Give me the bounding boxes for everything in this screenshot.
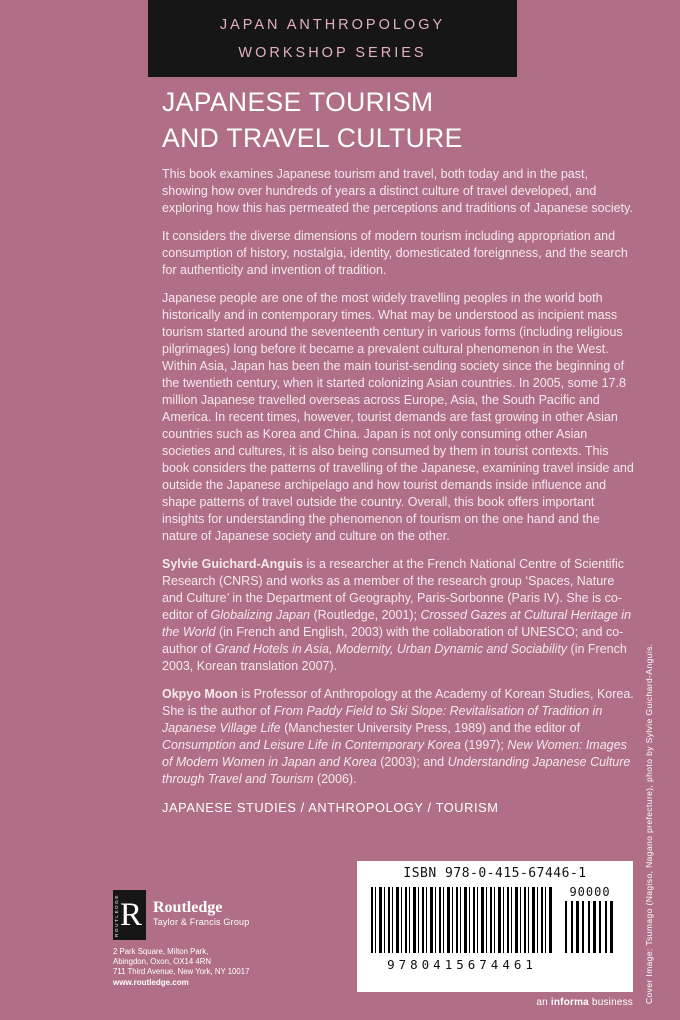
barcode-bars (371, 887, 553, 953)
routledge-logo-mark (113, 890, 146, 940)
isbn-digits: 9780415674461 (387, 957, 537, 972)
series-banner-line-2: WORKSHOP SERIES (238, 44, 427, 61)
isbn-barcode-panel (357, 861, 633, 992)
subject-categories: JAPANESE STUDIES / ANTHROPOLOGY / TOURISM (162, 800, 499, 815)
book-title (162, 84, 463, 156)
author-bio-okpyo-moon: Okpyo Moon is Professor of Anthropology at the Academy of Korean Studies, Korea. She is the author of From Paddy Field to Ski Slope: Revitalisation of Tradition in Japanese Village Life (Manchester University Press, 1989) and the editor of Consumption and Leisure Life in Contemporary Korea (1997); New Women: Images of Modern Women in Japan and Korea (2003); and Understanding Japanese Culture through Travel and Tourism (2006). (162, 687, 634, 786)
publisher-group: Taylor & Francis Group (153, 917, 250, 927)
description-paragraph-2: It considers the diverse dimensions of modern tourism including appropriation and consumption of history, nostalgia, identity, domesticated foreignness, and the search for authenticity and invention of tradition. (162, 229, 628, 277)
publisher-name: Routledge (153, 899, 223, 916)
publisher-block (113, 890, 249, 988)
isbn-label: ISBN 978-0-415-67446-1 (403, 866, 587, 881)
cover-image-credit: Cover Image: Tsumago (Nagiso, Nagano prefecture), photo by Sylvie Guichard-Anguis. (644, 643, 654, 1004)
routledge-logo-letter: R (119, 897, 142, 933)
informa-business-tag: an informa business (536, 997, 633, 1008)
book-title-line-1: JAPANESE TOURISM (162, 87, 434, 117)
author-bio-sylvie-guichard-anguis: Sylvie Guichard-Anguis is a researcher at the French National Centre of Scientific Research (CNRS) and works as a member of the research group ‘Spaces, Nature and Culture’ in the Department of Geography, Paris-Sorbonne (Paris IV). She is co-editor of Globalizing Japan (Routledge, 2001); Crossed Gazes at Cultural Heritage in the World (in French and English, 2003) with the collaboration of UNESCO; and co-author of Grand Hotels in Asia, Modernity, Urban Dynamic and Sociability (in French 2003, Korean translation 2007). (162, 557, 632, 673)
publisher-address-line-1: 2 Park Square, Milton Park, (113, 947, 209, 956)
barcode-addon-bars (565, 901, 615, 953)
publisher-address (113, 947, 249, 988)
publisher-names (153, 890, 249, 940)
publisher-website: www.routledge.com (113, 978, 189, 988)
back-cover-text (162, 166, 634, 816)
description-paragraph-1: This book examines Japanese tourism and travel, both today and in the past, showing how over hundreds of years a distinct culture of travel developed, and exploring how this has permeated the perceptions and traditions of Japanese society. (162, 167, 633, 215)
description-paragraph-3: Japanese people are one of the most widely travelling peoples in the world both historically and in contemporary times. What may be understood as incipient mass tourism started around the seventeenth century in various forms (including religious pilgrimages) long before it became a prevalent cultural phenomenon in the West. Within Asia, Japan has been the main tourist-sending society since the beginning of the twentieth century, when it started colonizing Asian countries. In 2005, some 17.8 million Japanese travelled overseas across Europe, Asia, the South Pacific and America. In recent times, however, tourist demands are fast growing in other Asian countries such as Korea and China. Japan is not only consuming other Asian societies and cultures, it is also being consumed by them in tourist contexts. This book considers the patterns of travelling of the Japanese, examining travel inside and outside the Japanese archipelago and how tourist demands inside influence and shape patterns of travel outside the country. Overall, this book offers important insights for understanding the phenomenon of tourism on the one hand and the nature of Japanese society and culture on the other. (162, 291, 634, 543)
barcode-addon-code: 90000 (569, 885, 611, 899)
routledge-logo (113, 890, 249, 940)
publisher-address-line-2: Abingdon, Oxon, OX14 4RN (113, 956, 211, 966)
book-title-line-2: AND TRAVEL CULTURE (162, 123, 463, 153)
routledge-logo-vertical-text: ROUTLEDGE (114, 894, 119, 937)
series-banner (148, 0, 517, 77)
series-banner-line-1: JAPAN ANTHROPOLOGY (219, 16, 446, 33)
publisher-address-line-3: 711 Third Avenue, New York, NY 10017 (113, 966, 250, 976)
